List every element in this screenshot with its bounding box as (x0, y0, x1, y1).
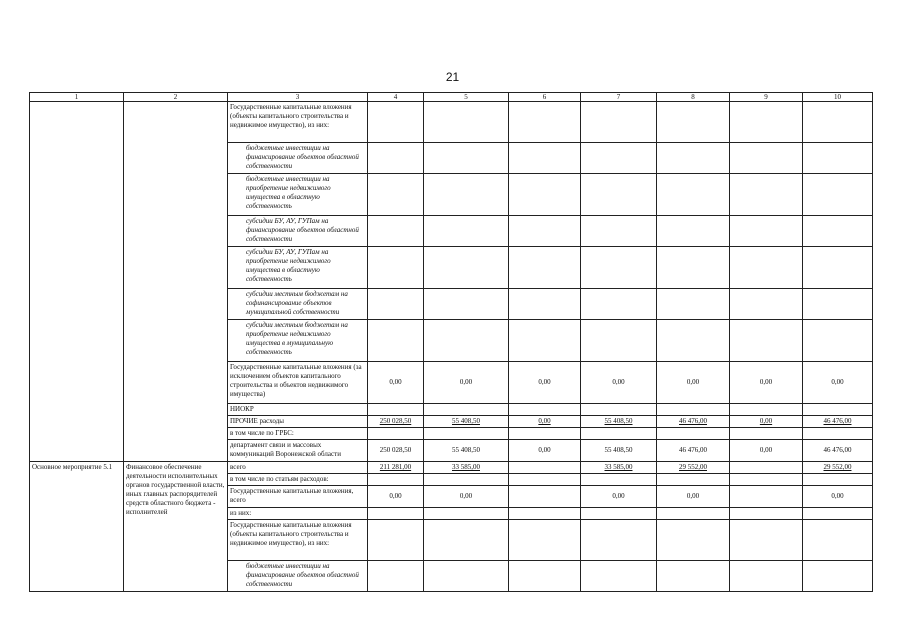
value-cell: 0,00 (368, 486, 424, 508)
row-label: Государственные капитальные вложения, всего (228, 486, 368, 508)
column-header: 4 (368, 93, 424, 102)
row-label: ПРОЧИЕ расходы (228, 416, 368, 428)
row-label: бюджетные инвестиции на приобретение недвижимого имущества в областную собственность (228, 174, 368, 216)
column-header: 1 (30, 93, 124, 102)
row-label: субсидии БУ, АУ, ГУПам на приобретение недвижимого имущества в областную собственность (228, 247, 368, 289)
value-cell: 33 585,00 (581, 462, 657, 474)
row-label: в том числе по статьям расходов: (228, 474, 368, 486)
row-label: бюджетные инвестиции на финансирование объектов областной собственности (228, 561, 368, 592)
column-number-row (30, 93, 873, 102)
row-label: Государственные капитальные вложения (объекты капитального строительства и недвижимое имущество), из них: (228, 102, 368, 143)
budget-table (29, 92, 873, 592)
value-cell: 29 552,00 (803, 462, 873, 474)
value-cell: 46 476,00 (803, 416, 873, 428)
table-row (30, 102, 873, 143)
value-cell: 55 408,50 (424, 416, 509, 428)
row-label: департамент связи и массовых коммуникаций Воронежской области (228, 440, 368, 462)
value-cell: 55 408,50 (424, 440, 509, 462)
value-cell: 55 408,50 (581, 416, 657, 428)
value-cell (509, 462, 581, 474)
value-cell: 0,00 (657, 362, 730, 404)
value-cell: 0,00 (424, 486, 509, 508)
activity-cell (30, 102, 124, 462)
activity-number: Основное мероприятие 5.1 (30, 462, 124, 592)
page-number: 21 (445, 70, 460, 84)
activity-name: Финансовое обеспечение деятельности исполнительных органов государственной власти, иных главных распорядителей средств областного бюджета - исполнителей (124, 462, 228, 592)
row-label: в том числе по ГРБС: (228, 428, 368, 440)
row-label: всего (228, 462, 368, 474)
value-cell (730, 486, 803, 508)
value-cell: 46 476,00 (803, 440, 873, 462)
value-cell: 0,00 (730, 440, 803, 462)
value-cell: 0,00 (424, 362, 509, 404)
value-cell: 0,00 (509, 416, 581, 428)
row-label: Государственные капитальные вложения (за исключением объектов капитального строительства и объектов недвижимого имущества) (228, 362, 368, 404)
value-cell: 0,00 (368, 362, 424, 404)
value-cell (509, 486, 581, 508)
value-cell (730, 462, 803, 474)
value-cell: 250 028,50 (368, 440, 424, 462)
activity-name-cell (124, 102, 228, 462)
table-row (30, 462, 873, 474)
value-cell: 0,00 (730, 362, 803, 404)
row-label: НИОКР (228, 404, 368, 416)
column-header: 2 (124, 93, 228, 102)
value-cell: 250 028,50 (368, 416, 424, 428)
column-header: 10 (803, 93, 873, 102)
value-cell: 0,00 (730, 416, 803, 428)
column-header: 9 (730, 93, 803, 102)
value-cell: 33 585,00 (424, 462, 509, 474)
value-cell: 46 476,00 (657, 440, 730, 462)
value-cell: 0,00 (803, 362, 873, 404)
row-label: бюджетные инвестиции на финансирование объектов областной собственности (228, 143, 368, 174)
value-cell: 0,00 (509, 362, 581, 404)
value-cell: 211 281,00 (368, 462, 424, 474)
value-cell: 0,00 (581, 486, 657, 508)
column-header: 5 (424, 93, 509, 102)
value-cell: 0,00 (657, 486, 730, 508)
value-cell: 55 408,50 (581, 440, 657, 462)
row-label: из них: (228, 508, 368, 520)
column-header: 8 (657, 93, 730, 102)
value-cell: 0,00 (581, 362, 657, 404)
value-cell: 46 476,00 (657, 416, 730, 428)
row-label: субсидии БУ, АУ, ГУПам на финансирование объектов областной собственности (228, 216, 368, 247)
row-label: субсидии местным бюджетам на приобретение недвижимого имущества в муниципальную собственность (228, 320, 368, 362)
column-header: 7 (581, 93, 657, 102)
value-cell: 0,00 (803, 486, 873, 508)
value-cell: 0,00 (509, 440, 581, 462)
row-label: Государственные капитальные вложения (объекты капитального строительства и недвижимое имущество), из них: (228, 520, 368, 561)
row-label: субсидии местным бюджетам на софинансирование объектов муниципальной собственности (228, 289, 368, 320)
column-header: 6 (509, 93, 581, 102)
column-header: 3 (228, 93, 368, 102)
value-cell: 29 552,00 (657, 462, 730, 474)
